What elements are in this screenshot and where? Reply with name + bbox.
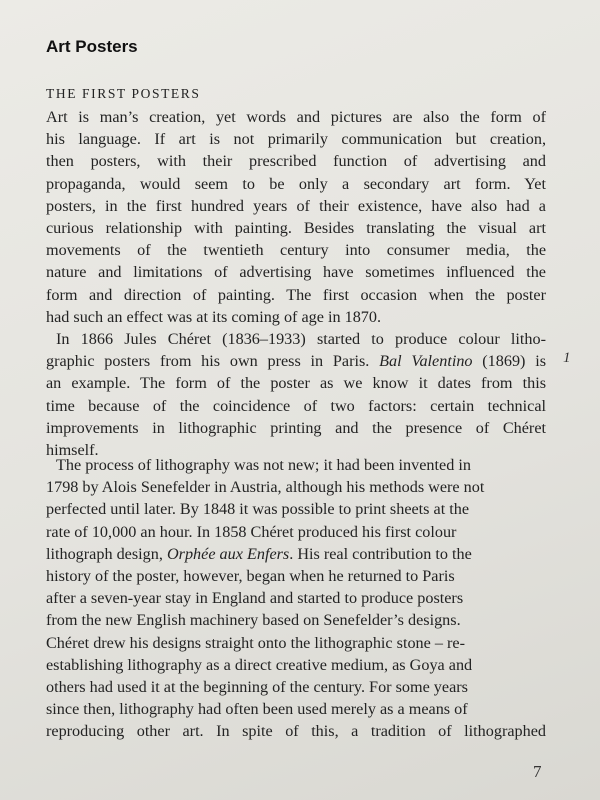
text-line: an example. The form of the poster as we know it dates from this [46,374,546,393]
text-fragment: lithograph design, [46,544,167,563]
text-line: In 1866 Jules Chéret (1836–1933) started to produce colour litho- [56,330,546,348]
text-line: movements of the twentieth century into consumer media, the [46,241,546,260]
text-line: himself. [46,440,99,459]
page-number: 7 [533,762,542,781]
text-line: propaganda, would seem to be only a secondary art form. Yet [46,174,546,193]
text-line: others had used it at the beginning of the century. For some years [46,677,468,696]
text-line: history of the poster, however, began when he returned to Paris [46,566,455,585]
text-line: Art is man’s creation, yet words and pictures are also the form of [46,108,546,126]
text-line: 1798 by Alois Senefelder in Austria, although his methods were not [46,478,485,497]
text-fragment: graphic posters from his own press in Paris. [46,352,380,371]
plate-reference-note: 1 [563,350,571,366]
text-line: improvements in lithographic printing and the presence of Chéret [46,418,546,437]
paragraph-3 [46,454,546,742]
text-line: reproducing other art. In spite of this, a tradition of lithographed [46,722,546,741]
artwork-title: Orphée aux Enfers [166,544,290,563]
text-line [46,350,546,372]
text-fragment: (1869) is [472,352,546,371]
text-line: his language. If art is not primarily communication but creation, [46,130,546,149]
text-line: establishing lithography as a direct creative medium, as Goya and [46,655,473,674]
text-line [46,543,546,565]
text-line: The process of lithography was not new; it had been invented in [56,456,471,474]
text-line: had such an effect was at its coming of age in 1870. [46,307,382,326]
text-line: nature and limitations of advertising have sometimes influenced the [46,263,546,282]
text-line: after a seven-year stay in England and started to produce posters [46,589,464,608]
text-line: rate of 10,000 an hour. In 1858 Chéret produced his first colour [46,522,457,541]
text-line: form and direction of painting. The first occasion when the poster [46,285,546,304]
text-line: Chéret drew his designs straight onto the lithographic stone – re- [46,633,465,652]
text-line: posters, in the first hundred years of their existence, have also had a [46,196,546,215]
text-line: since then, lithography had often been used merely as a means of [46,700,468,719]
text-fragment: . His real contribution to the [289,544,472,563]
paragraph-1 [46,106,546,328]
text-line: perfected until later. By 1848 it was possible to print sheets at the [46,500,470,519]
text-line: curious relationship with painting. Besides translating the visual art [46,218,546,237]
text-line: from the new English machinery based on Senefelder’s designs. [46,611,461,630]
text-line: then posters, with their prescribed function of advertising and [46,152,546,171]
text-line: time because of the coincidence of two factors: certain technical [46,396,546,415]
chapter-heading: Art Posters [46,37,138,56]
paragraph-2 [46,328,546,461]
section-subheading: THE FIRST POSTERS [46,86,201,101]
artwork-title: Bal Valentino [379,352,473,371]
